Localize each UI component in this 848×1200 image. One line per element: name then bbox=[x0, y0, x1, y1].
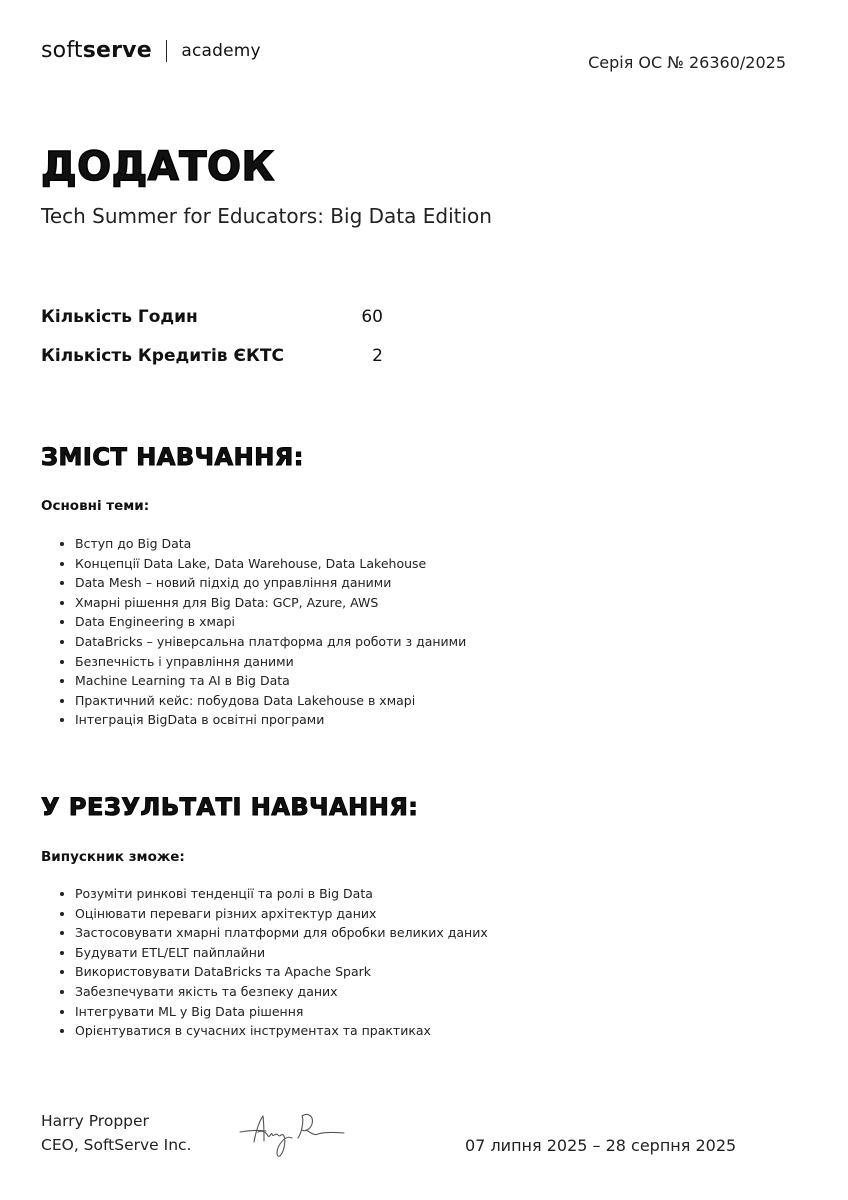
list-item: • Інтегрувати ML у Big Data рішення bbox=[75, 1002, 488, 1022]
signer-block bbox=[41, 1109, 191, 1157]
signature-icon bbox=[236, 1108, 348, 1160]
stat-credits bbox=[41, 346, 383, 366]
list-item: • Концепції Data Lake, Data Warehouse, Data Lakehouse bbox=[75, 554, 466, 574]
stat-value: 2 bbox=[372, 346, 383, 366]
list-item: • Забезпечувати якість та безпеку даних bbox=[75, 982, 488, 1002]
list-item: • Вступ до Big Data bbox=[75, 534, 466, 554]
logo-text-soft: soft bbox=[41, 38, 83, 63]
list-item: • DataBricks – універсальна платформа для роботи з даними bbox=[75, 632, 466, 652]
list-item: • Machine Learning та AI в Big Data bbox=[75, 671, 466, 691]
stat-value: 60 bbox=[361, 307, 383, 327]
list-item: • Інтеграція BigData в освітні програми bbox=[75, 710, 466, 730]
content-section-subheading: Основні теми: bbox=[41, 498, 150, 514]
list-item: • Data Mesh – новий підхід до управління даними bbox=[75, 573, 466, 593]
signature-image bbox=[236, 1108, 348, 1164]
signer-title: CEO, SoftServe Inc. bbox=[41, 1136, 192, 1154]
list-item: • Розуміти ринкові тенденції та ролі в Big Data bbox=[75, 884, 488, 904]
stat-label: Кількість Годин bbox=[41, 307, 198, 327]
content-section-heading: ЗМІСТ НАВЧАННЯ: bbox=[41, 443, 304, 471]
list-item: • Безпечність і управління даними bbox=[75, 652, 466, 672]
list-item: • Оцінювати переваги різних архітектур даних bbox=[75, 904, 488, 924]
list-item: • Практичний кейс: побудова Data Lakehouse в хмарі bbox=[75, 691, 466, 711]
page-title: ДОДАТОК bbox=[41, 144, 275, 190]
list-item: • Хмарні рішення для Big Data: GCP, Azure, AWS bbox=[75, 593, 466, 613]
softserve-academy-logo bbox=[41, 38, 261, 63]
list-item: • Будувати ETL/ELT пайплайни bbox=[75, 943, 488, 963]
list-item: • Застосовувати хмарні платформи для обробки великих даних bbox=[75, 923, 488, 943]
stat-label: Кількість Кредитів ЄКТС bbox=[41, 346, 284, 366]
outcomes-list bbox=[41, 884, 488, 1041]
topics-list bbox=[41, 534, 466, 730]
course-dates: 07 липня 2025 – 28 серпня 2025 bbox=[465, 1136, 737, 1155]
results-section-subheading: Випускник зможе: bbox=[41, 849, 185, 865]
stat-hours bbox=[41, 307, 383, 327]
list-item: • Орієнтуватися в сучасних інструментах та практиках bbox=[75, 1021, 488, 1041]
logo-text-serve: serve bbox=[82, 38, 152, 63]
results-section-heading: У РЕЗУЛЬТАТІ НАВЧАННЯ: bbox=[41, 793, 419, 821]
certificate-serial-number: Серія ОС № 26360/2025 bbox=[588, 53, 786, 72]
list-item: • Data Engineering в хмарі bbox=[75, 612, 466, 632]
course-title: Tech Summer for Educators: Big Data Edition bbox=[41, 204, 492, 228]
signer-name: Harry Propper bbox=[41, 1112, 149, 1130]
logo-text-academy: academy bbox=[181, 40, 261, 61]
logo-divider bbox=[166, 40, 168, 62]
list-item: • Використовувати DataBricks та Apache Spark bbox=[75, 962, 488, 982]
